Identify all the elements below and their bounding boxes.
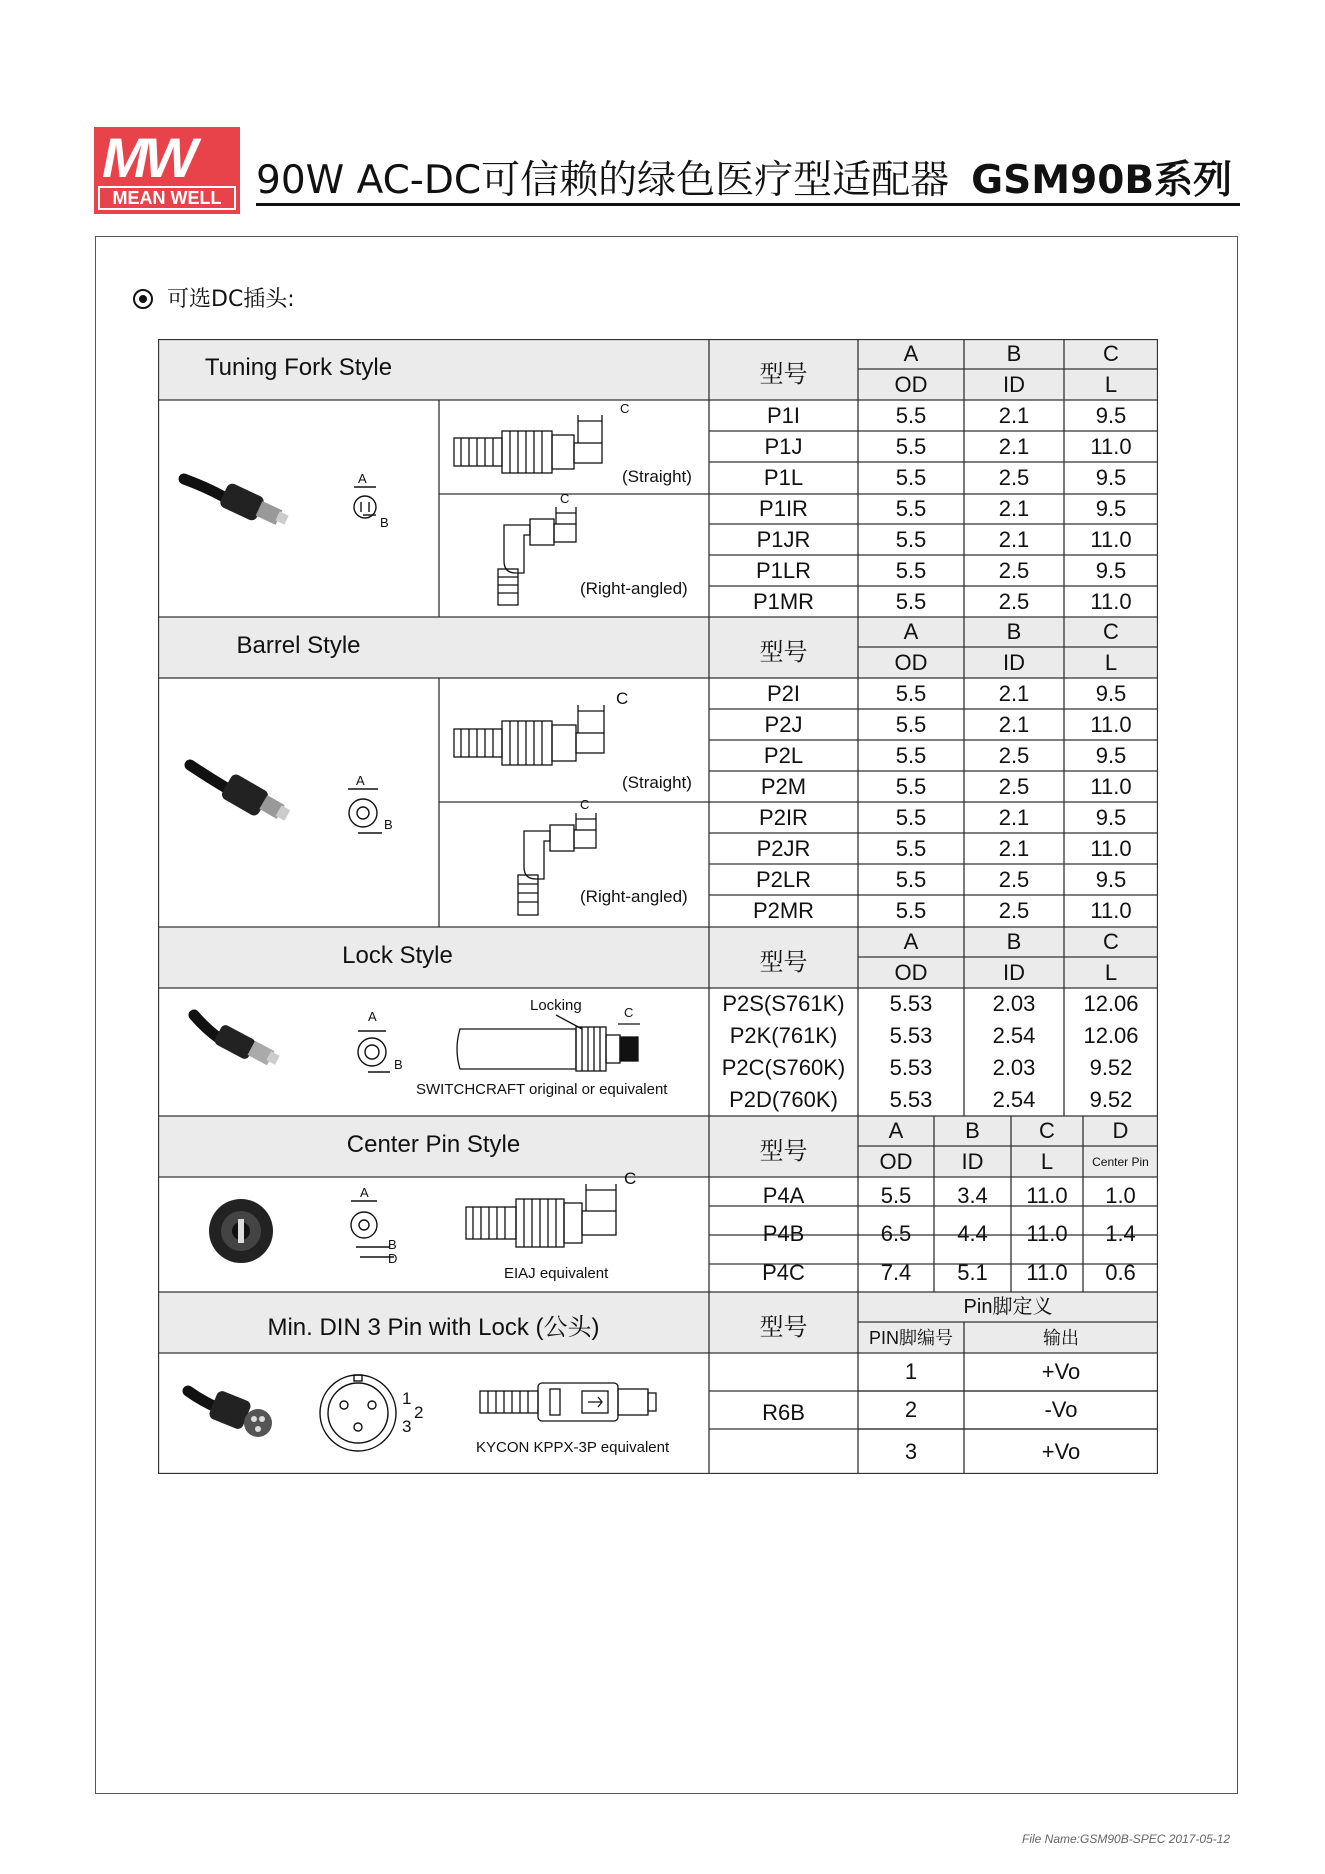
pin-number-cell: 1 [904,1359,918,1384]
value-cell-c: 11.0 [1090,589,1132,614]
value-cell-b: 2.54 [992,1087,1036,1112]
model-cell: P2J [764,712,803,737]
value-cell-c: 11.0 [1090,898,1132,923]
dim-c: C [616,689,629,708]
col-d-top: D [1112,1118,1129,1143]
value-cell-c: 11.0 [1090,774,1132,799]
dim-c: C [580,797,590,812]
value-cell-c: 11.0 [1090,712,1132,737]
value-cell-b: 2.1 [998,527,1030,552]
col-a-top: A [903,341,919,366]
dim-c: C [560,491,570,506]
value-cell-c: 9.5 [1095,867,1127,892]
file-name-footer: File Name:GSM90B-SPEC 2017-05-12 [1022,1832,1231,1846]
col-b-bottom: ID [1003,650,1025,675]
pin-definition-header: Pin脚定义 [963,1296,1053,1318]
value-cell-a: 5.5 [895,867,927,892]
logo-name: MEAN WELL [98,186,236,210]
title-text: 90W AC-DC可信赖的绿色医疗型适配器 [256,158,950,203]
value-cell-a: 5.5 [895,743,927,768]
section-heading [133,282,295,313]
model-cell: P1MR [752,589,815,614]
value-cell-c: 11.0 [1090,434,1132,459]
col-b-bottom: ID [961,1149,984,1174]
value-cell-c: 12.06 [1083,991,1139,1016]
value-cell-a: 5.5 [895,712,927,737]
tuning-fork-plug-photo [184,479,289,525]
value-cell-a: 5.5 [895,589,927,614]
section-name-lock-text: Lock Style [342,942,453,969]
model-cell: P1J [764,434,803,459]
model-cell: P2L [763,743,804,768]
col-c-top: C [1103,619,1119,644]
value-cell-b: 2.1 [998,496,1030,521]
col-b-bottom: ID [1003,960,1025,985]
model-cell: P2M [760,774,807,799]
tuning-fork-straight-drawing [454,415,602,473]
value-cell-a: 5.53 [889,1023,933,1048]
value-cell-b: 2.5 [998,589,1030,614]
model-cell: P2LR [755,867,812,892]
model-cell: P4A [762,1183,805,1208]
value-cell-b: 2.5 [998,743,1030,768]
pin-1-label: 1 [402,1389,412,1408]
value-cell-b: 4.4 [957,1221,988,1246]
model-header: 型号 [759,949,808,976]
value-cell-a: 5.5 [895,805,927,830]
lock-end-view [358,1031,390,1072]
col-b-top: B [965,1118,980,1143]
col-c-top: C [1103,341,1119,366]
mean-well-logo [94,127,240,214]
value-cell-d: 1.4 [1105,1221,1136,1246]
dim-b: B [394,1057,403,1072]
col-a-bottom: OD [894,372,928,397]
value-cell-a: 5.53 [889,1055,933,1080]
model-cell: P1JR [756,527,811,552]
col-c-top: C [1039,1118,1055,1143]
value-cell-c: 9.5 [1095,743,1127,768]
value-cell-c: 11.0 [1026,1221,1068,1246]
din-plug-drawing [480,1383,656,1421]
model-header: 型号 [759,361,808,388]
value-cell-b: 2.1 [998,434,1030,459]
col-a-top: A [888,1118,904,1143]
col-d-bottom: Center Pin [1092,1155,1149,1169]
col-c-bottom: L [1104,960,1118,985]
lock-plug-drawing [457,1015,640,1071]
model-cell: P2MR [752,898,815,923]
model-cell: P2S(S761K) [722,991,845,1016]
value-cell-a: 5.5 [895,403,927,428]
angled-label: (Right-angled) [580,579,688,598]
straight-label: (Straight) [622,773,692,792]
value-cell-a: 5.5 [895,434,927,459]
col-a-bottom: OD [894,960,928,985]
section-name-barrel: Barrel Style [236,632,361,659]
title-series: GSM90B系列 [971,158,1233,203]
dim-b: B [388,1237,397,1252]
section-name-tuning-fork: Tuning Fork Style [204,354,393,381]
value-cell-b: 2.1 [998,403,1030,428]
logo-mark: MW [102,126,194,189]
value-cell-a: 5.5 [880,1183,912,1208]
value-cell-a: 5.5 [895,527,927,552]
value-cell-c: 11.0 [1090,836,1132,861]
section-name-center-pin: Center Pin Style [346,1131,521,1158]
value-cell-b: 2.1 [998,805,1030,830]
value-cell-b: 2.5 [998,774,1030,799]
locking-label: Locking [530,997,582,1014]
model-cell: P2JR [756,836,811,861]
model-cell: P2C(S760K) [721,1055,846,1080]
value-cell-c: 9.5 [1095,465,1127,490]
value-cell-b: 2.5 [998,898,1030,923]
section-heading-text: 可选DC插头: [167,287,295,312]
value-cell-c: 9.52 [1089,1087,1133,1112]
dim-c: C [620,401,630,416]
col-c-top: C [1103,929,1119,954]
col-b-top: B [1006,619,1022,644]
dim-d: D [388,1251,398,1266]
pin-2-label: 2 [414,1403,424,1422]
value-cell-a: 5.53 [889,1087,933,1112]
pin-3-label: 3 [402,1417,412,1436]
col-b-top: B [1006,929,1022,954]
value-cell-a: 6.5 [880,1221,912,1246]
center-pin-plug-photo [209,1199,273,1263]
col-b-top: B [1006,341,1022,366]
value-cell-a: 5.53 [889,991,933,1016]
col-c-bottom: L [1104,650,1118,675]
value-cell-a: 5.5 [895,558,927,583]
model-cell: P1LR [755,558,812,583]
din-pin-layout-view [320,1375,396,1451]
value-cell-a: 5.5 [895,898,927,923]
value-cell-b: 2.03 [992,991,1036,1016]
value-cell-b: 2.1 [998,681,1030,706]
col-b-bottom: ID [1003,372,1025,397]
dim-c: C [624,1005,634,1020]
value-cell-b: 2.03 [992,1055,1036,1080]
angled-label: (Right-angled) [580,887,688,906]
center-pin-drawing [466,1184,616,1247]
value-cell-b: 2.5 [998,558,1030,583]
tuning-fork-end-view [354,487,376,518]
lock-plug-photo [194,1015,280,1065]
page-title [256,158,1240,206]
col-a-top: A [903,929,919,954]
dim-b: B [384,817,393,832]
dim-a: A [360,1185,369,1200]
model-cell: P2IR [759,805,808,830]
col-c-bottom: L [1040,1149,1054,1174]
value-cell-a: 7.4 [880,1260,912,1285]
dim-a: A [356,773,365,788]
barrel-plug-photo [190,765,290,821]
value-cell-c: 9.52 [1089,1055,1133,1080]
value-cell-c: 11.0 [1026,1260,1068,1285]
model-cell: P2K(761K) [729,1023,838,1048]
pin-number-cell: 2 [904,1397,918,1422]
value-cell-c: 9.5 [1095,496,1127,521]
section-name-din-text: Min. DIN 3 Pin with Lock [267,1314,529,1341]
value-cell-b: 2.54 [992,1023,1036,1048]
barrel-end-view [348,789,382,833]
value-cell-a: 5.5 [895,465,927,490]
model-header: 型号 [759,639,808,666]
section-name-din [158,1307,709,1342]
eiaj-label: EIAJ equivalent [504,1265,609,1282]
straight-label: (Straight) [622,467,692,486]
model-header: 型号 [759,1314,808,1341]
model-header: 型号 [759,1138,808,1165]
value-cell-a: 5.5 [895,836,927,861]
output-header: 输出 [1043,1328,1079,1348]
dim-b: B [380,515,389,530]
dim-a: A [368,1009,377,1024]
din-model: R6B [762,1400,805,1425]
value-cell-c: 11.0 [1026,1183,1068,1208]
barrel-straight-drawing [454,705,604,765]
value-cell-c: 11.0 [1090,527,1132,552]
dim-c: C [624,1169,637,1188]
pin-output-cell: -Vo [1044,1397,1078,1422]
value-cell-c: 9.5 [1095,403,1127,428]
value-cell-a: 5.5 [895,774,927,799]
model-cell: P4C [762,1260,805,1285]
value-cell-c: 9.5 [1095,558,1127,583]
model-cell: P2D(760K) [729,1087,838,1112]
bullet-icon [133,289,153,309]
col-a-bottom: OD [894,650,928,675]
section-name-lock [158,942,709,970]
value-cell-b: 3.4 [957,1183,988,1208]
value-cell-c: 9.5 [1095,681,1127,706]
model-cell: P2I [766,681,801,706]
pin-output-cell: +Vo [1041,1359,1081,1384]
col-a-top: A [903,619,919,644]
model-cell: P1I [766,403,801,428]
pin-number-cell: 3 [904,1439,918,1464]
value-cell-b: 2.1 [998,836,1030,861]
section-name-din-suffix: (公头) [535,1314,600,1341]
value-cell-a: 5.5 [895,496,927,521]
model-cell: P1IR [759,496,808,521]
model-cell: P1L [763,465,804,490]
value-cell-d: 0.6 [1105,1260,1136,1285]
pin-output-cell: +Vo [1041,1439,1081,1464]
dim-a: A [358,471,367,486]
model-cell: P4B [762,1221,805,1246]
kycon-label: KYCON KPPX-3P equivalent [476,1439,670,1456]
value-cell-b: 2.1 [998,712,1030,737]
tuning-fork-angled-drawing [498,507,576,605]
value-cell-c: 12.06 [1083,1023,1139,1048]
value-cell-b: 2.5 [998,465,1030,490]
value-cell-c: 9.5 [1095,805,1127,830]
switchcraft-label: SWITCHCRAFT original or equivalent [416,1081,668,1098]
din-plug-photo [188,1389,272,1437]
value-cell-d: 1.0 [1105,1183,1136,1208]
value-cell-a: 5.5 [895,681,927,706]
value-cell-b: 2.5 [998,867,1030,892]
col-a-bottom: OD [879,1149,913,1174]
value-cell-b: 5.1 [957,1260,988,1285]
col-c-bottom: L [1104,372,1118,397]
pin-number-header: PIN脚编号 [868,1328,953,1348]
